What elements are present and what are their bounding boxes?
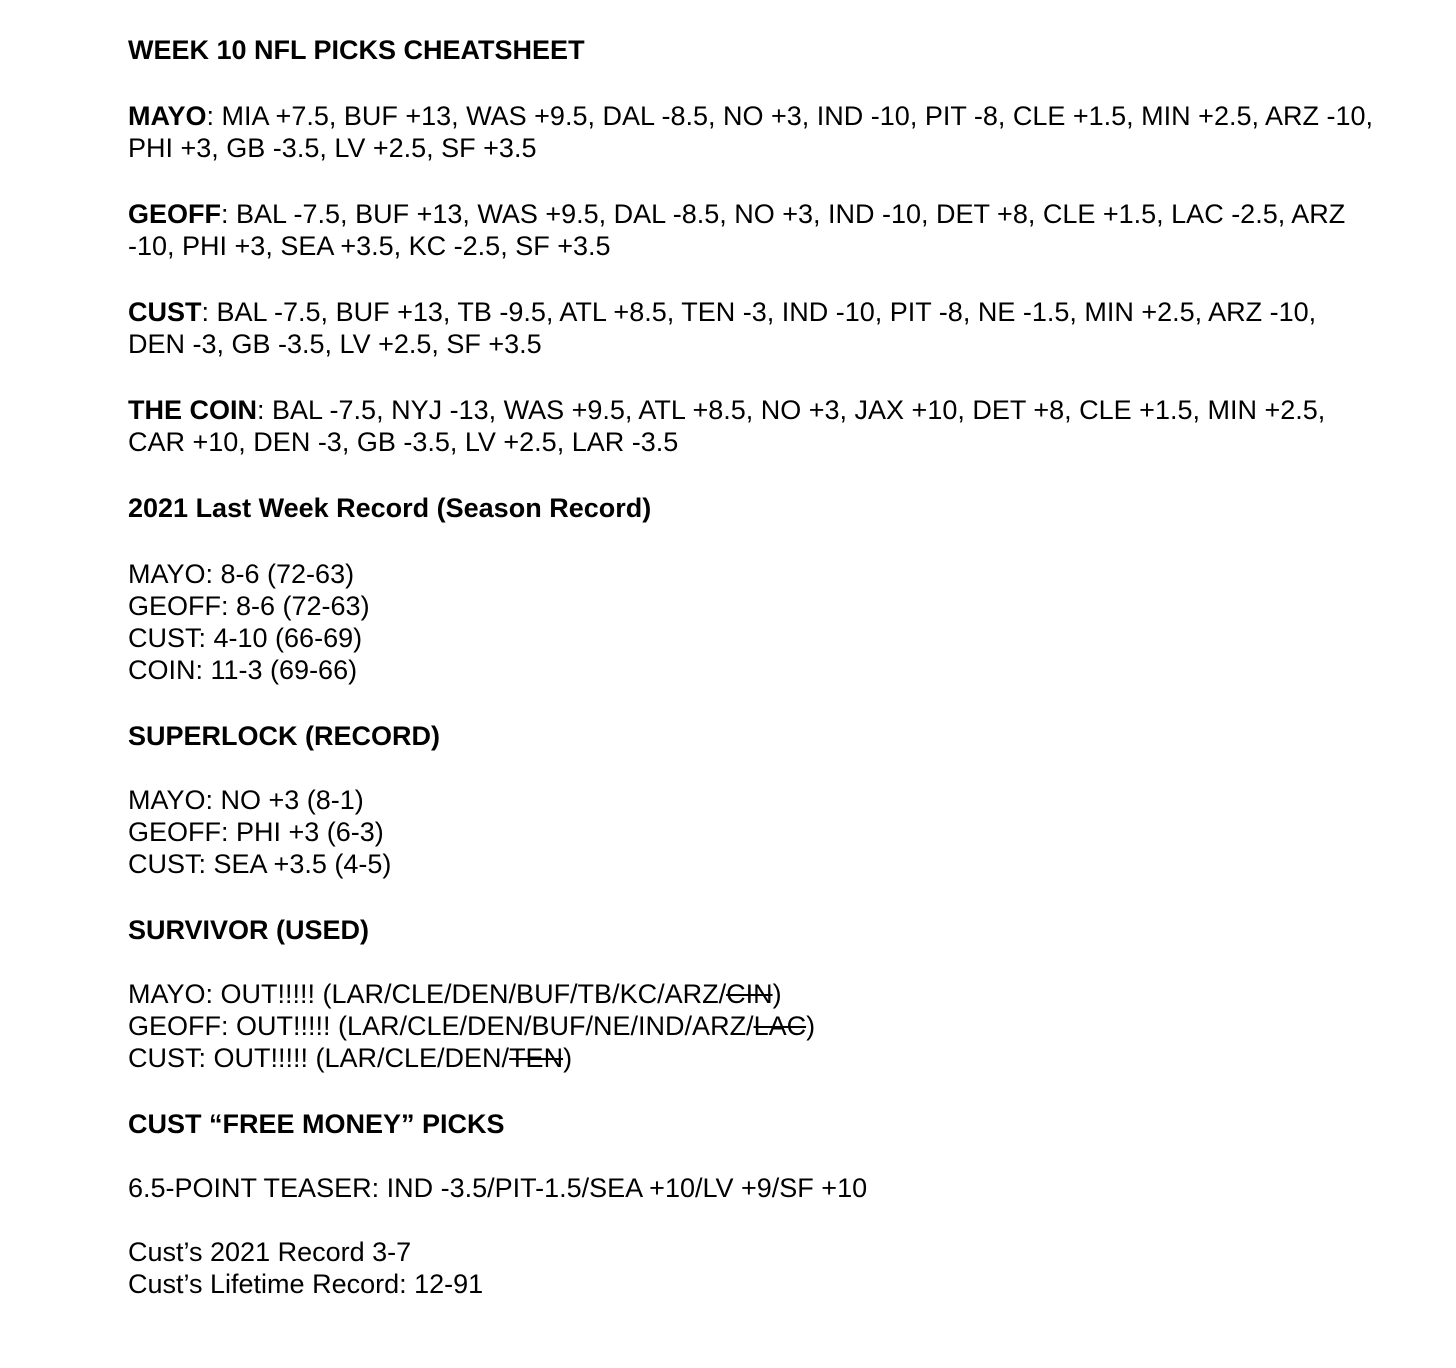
superlock-line: MAYO: NO +3 (8-1) xyxy=(128,785,364,815)
picks-cust xyxy=(128,296,1378,360)
picker-name: GEOFF xyxy=(128,199,221,229)
free-money-heading: CUST “FREE MONEY” PICKS xyxy=(128,1109,505,1139)
picker-name: MAYO xyxy=(128,101,207,131)
survivor-suffix: ) xyxy=(772,979,782,1009)
picker-name: THE COIN xyxy=(128,395,258,425)
record-line: GEOFF: 8-6 (72-63) xyxy=(128,591,370,621)
record-line: COIN: 11-3 (69-66) xyxy=(128,655,358,685)
survivor-struck-team: TEN xyxy=(509,1043,564,1073)
picks-list: : BAL -7.5, NYJ -13, WAS +9.5, ATL +8.5, NO +3, JAX +10, DET +8, CLE +1.5, MIN +2.5, CAR +10, DEN -3, GB -3.5, LV +2.5, LAR -3.5 xyxy=(128,395,1326,457)
survivor-line xyxy=(128,1042,1378,1074)
picks-list: : BAL -7.5, BUF +13, WAS +9.5, DAL -8.5, NO +3, IND -10, DET +8, CLE +1.5, LAC -2.5, ARZ -10, PHI +3, SEA +3.5, KC -2.5, SF +3.5 xyxy=(128,199,1346,261)
superlock-heading: SUPERLOCK (RECORD) xyxy=(128,721,441,751)
survivor-suffix: ) xyxy=(806,1011,816,1041)
cust-record-line: Cust’s 2021 Record 3-7 xyxy=(128,1237,412,1267)
survivor-line xyxy=(128,1010,1378,1042)
picker-name: CUST xyxy=(128,297,202,327)
document-body xyxy=(128,34,1378,1300)
record-line: CUST: 4-10 (66-69) xyxy=(128,623,363,653)
picks-coin xyxy=(128,394,1378,458)
survivor-struck-team: LAC xyxy=(753,1011,807,1041)
survivor-line xyxy=(128,978,1378,1010)
picks-geoff xyxy=(128,198,1378,262)
survivor-used: CUST: OUT!!!!! (LAR/CLE/DEN/ xyxy=(128,1043,510,1073)
survivor-heading: SURVIVOR (USED) xyxy=(128,915,370,945)
picks-list: : BAL -7.5, BUF +13, TB -9.5, ATL +8.5, TEN -3, IND -10, PIT -8, NE -1.5, MIN +2.5, ARZ -10, DEN -3, GB -3.5, LV +2.5, SF +3.5 xyxy=(128,297,1317,359)
page-title: WEEK 10 NFL PICKS CHEATSHEET xyxy=(128,35,585,65)
picks-list: : MIA +7.5, BUF +13, WAS +9.5, DAL -8.5, NO +3, IND -10, PIT -8, CLE +1.5, MIN +2.5, ARZ -10, PHI +3, GB -3.5, LV +2.5, SF +3.5 xyxy=(128,101,1374,163)
survivor-suffix: ) xyxy=(563,1043,573,1073)
record-line: MAYO: 8-6 (72-63) xyxy=(128,559,355,589)
survivor-used: GEOFF: OUT!!!!! (LAR/CLE/DEN/BUF/NE/IND/ARZ/ xyxy=(128,1011,754,1041)
teaser-line: 6.5-POINT TEASER: IND -3.5/PIT-1.5/SEA +10/LV +9/SF +10 xyxy=(128,1173,868,1203)
cust-record-line: Cust’s Lifetime Record: 12-91 xyxy=(128,1269,484,1299)
survivor-used: MAYO: OUT!!!!! (LAR/CLE/DEN/BUF/TB/KC/ARZ/ xyxy=(128,979,727,1009)
survivor-struck-team: CIN xyxy=(726,979,773,1009)
superlock-line: CUST: SEA +3.5 (4-5) xyxy=(128,849,392,879)
record-heading: 2021 Last Week Record (Season Record) xyxy=(128,493,652,523)
superlock-line: GEOFF: PHI +3 (6-3) xyxy=(128,817,384,847)
picks-mayo xyxy=(128,100,1378,164)
